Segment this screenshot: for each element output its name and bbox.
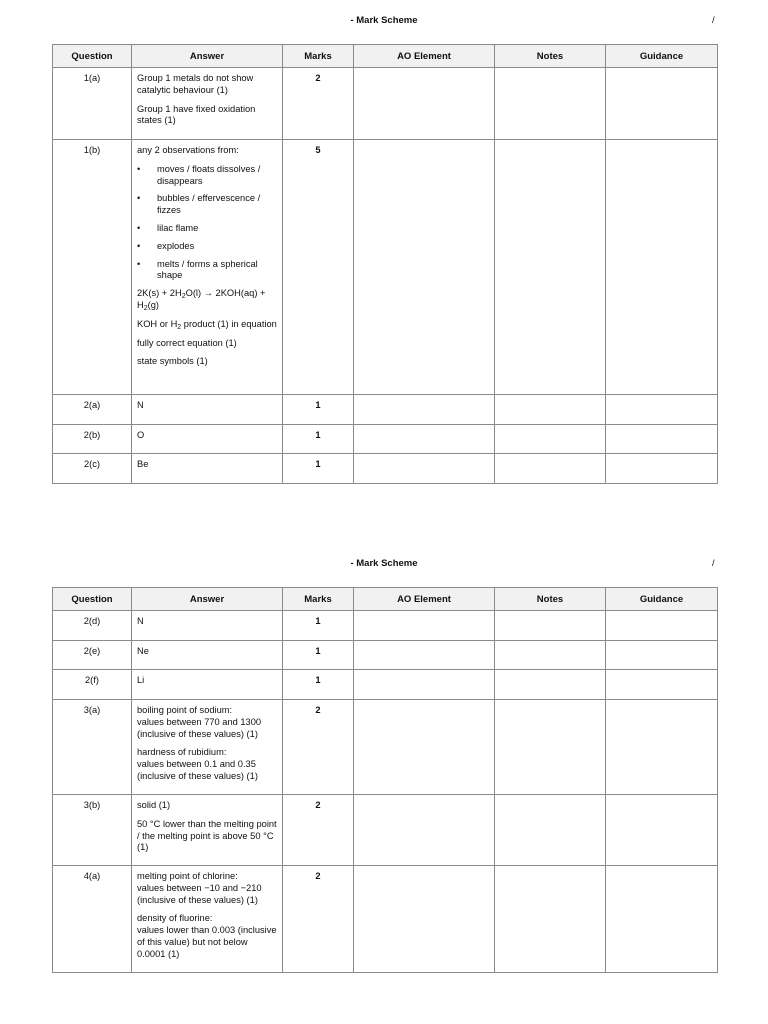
guidance-cell	[606, 866, 718, 973]
page-header	[0, 15, 768, 29]
column-header-answer: Answer	[132, 45, 283, 68]
column-header-notes: Notes	[495, 45, 606, 68]
marks-value: 2	[283, 795, 354, 866]
notes-cell	[495, 395, 606, 425]
guidance-cell	[606, 670, 718, 700]
notes-cell	[495, 795, 606, 866]
answer-subscript: 2	[177, 323, 182, 331]
ao-element-cell	[354, 425, 495, 454]
ao-element-cell	[354, 866, 495, 973]
notes-cell	[495, 670, 606, 700]
table-row	[53, 641, 718, 670]
guidance-cell	[606, 140, 718, 395]
answer-line: any 2 observations from:	[137, 145, 239, 155]
equation-part: (g)	[147, 299, 159, 310]
ao-element-cell	[354, 700, 495, 795]
answer-cell	[132, 140, 283, 395]
bullet-icon: •	[137, 240, 141, 251]
table-row	[53, 68, 718, 140]
column-header-ao-element: AO Element	[354, 45, 495, 68]
mark-scheme-table	[52, 44, 718, 484]
notes-cell	[495, 140, 606, 395]
column-header-marks: Marks	[283, 588, 354, 611]
notes-cell	[495, 641, 606, 670]
notes-cell	[495, 68, 606, 140]
answer-line: boiling point of sodium: values between 770 and 1300 (inclusive of these values) (1)	[137, 705, 262, 739]
column-header-notes: Notes	[495, 588, 606, 611]
answer-line: Li	[137, 675, 145, 685]
table-row	[53, 700, 718, 795]
ao-element-cell	[354, 140, 495, 395]
answer-line: state symbols (1)	[137, 356, 208, 367]
guidance-cell	[606, 395, 718, 425]
answer-line: 50 °C lower than the melting point / the melting point is above 50 °C (1)	[137, 818, 277, 853]
guidance-cell	[606, 425, 718, 454]
guidance-cell	[606, 68, 718, 140]
column-header-ao-element: AO Element	[354, 588, 495, 611]
page-header	[0, 558, 768, 572]
notes-cell	[495, 700, 606, 795]
answer-cell	[132, 670, 283, 700]
column-header-question: Question	[53, 588, 132, 611]
marks-value: 2	[283, 700, 354, 795]
guidance-cell	[606, 611, 718, 641]
marks-value: 2	[283, 866, 354, 973]
table-row	[53, 795, 718, 866]
answer-line: Ne	[137, 646, 149, 656]
answer-line: solid (1)	[137, 800, 171, 810]
table-header-row	[53, 45, 718, 68]
ao-element-cell	[354, 68, 495, 140]
question-number: 2(e)	[53, 641, 132, 670]
guidance-cell	[606, 700, 718, 795]
table-header-row	[53, 588, 718, 611]
marks-value: 2	[283, 68, 354, 140]
equation-subscript: 2	[181, 293, 186, 301]
marks-value: 1	[283, 454, 354, 484]
question-number: 2(a)	[53, 395, 132, 425]
notes-cell	[495, 425, 606, 454]
question-number: 2(d)	[53, 611, 132, 641]
chemical-equation	[137, 288, 277, 312]
bullet-item	[137, 241, 277, 253]
question-number: 4(a)	[53, 866, 132, 973]
answer-cell	[132, 866, 283, 973]
answer-part: KOH or H	[137, 318, 178, 329]
table-row	[53, 866, 718, 973]
bullet-text: moves / floats dissolves / disappears	[157, 163, 261, 186]
answer-cell	[132, 641, 283, 670]
ao-element-cell	[354, 795, 495, 866]
bullet-icon: •	[137, 222, 141, 233]
notes-cell	[495, 866, 606, 973]
answer-part: product (1) in equation	[181, 318, 277, 329]
ao-element-cell	[354, 611, 495, 641]
guidance-cell	[606, 641, 718, 670]
table-row	[53, 454, 718, 484]
answer-line: Group 1 metals do not show catalytic behaviour (1)	[137, 73, 254, 95]
bullet-text: explodes	[157, 240, 195, 251]
ao-element-cell	[354, 641, 495, 670]
marks-value: 1	[283, 395, 354, 425]
table-row	[53, 425, 718, 454]
question-number: 2(b)	[53, 425, 132, 454]
answer-cell	[132, 795, 283, 866]
question-number: 2(f)	[53, 670, 132, 700]
bullet-icon: •	[137, 258, 141, 269]
answer-cell	[132, 454, 283, 484]
equation-part: 2K(s) + 2H	[137, 288, 182, 299]
guidance-cell	[606, 795, 718, 866]
answer-cell	[132, 395, 283, 425]
bullet-text: lilac flame	[157, 222, 199, 233]
bullet-text: bubbles / effervescence / fizzes	[157, 193, 261, 216]
bullet-icon: •	[137, 193, 141, 204]
answer-line: O	[137, 430, 145, 440]
table-row	[53, 670, 718, 700]
page-header-slash: /	[712, 558, 715, 569]
answer-line: hardness of rubidium: values between 0.1 and 0.35 (inclusive of these values) (1)	[137, 747, 258, 781]
answer-cell	[132, 700, 283, 795]
column-header-guidance: Guidance	[606, 45, 718, 68]
bullet-item	[137, 193, 277, 217]
answer-line: fully correct equation (1)	[137, 337, 237, 348]
marks-value: 1	[283, 670, 354, 700]
guidance-cell	[606, 454, 718, 484]
answer-line: N	[137, 400, 144, 410]
bullet-icon: •	[137, 163, 141, 174]
answer-line: Group 1 have fixed oxidation states (1)	[137, 103, 256, 126]
equation-part: O(l) → 2KOH(aq) + H	[137, 288, 266, 310]
ao-element-cell	[354, 454, 495, 484]
column-header-marks: Marks	[283, 45, 354, 68]
answer-cell	[132, 425, 283, 454]
answer-line	[137, 319, 277, 331]
mark-scheme-table	[52, 587, 718, 973]
equation-subscript: 2	[143, 304, 148, 312]
answer-line: Be	[137, 459, 149, 469]
marks-value: 5	[283, 140, 354, 395]
notes-cell	[495, 454, 606, 484]
question-number: 1(a)	[53, 68, 132, 140]
marks-value: 1	[283, 425, 354, 454]
page-header-slash: /	[712, 15, 715, 26]
bullet-item	[137, 259, 277, 283]
column-header-answer: Answer	[132, 588, 283, 611]
marks-value: 1	[283, 641, 354, 670]
answer-line: density of fluorine: values lower than 0.003 (inclusive of this value) but not below 0.0001 (1)	[137, 913, 277, 959]
question-number: 2(c)	[53, 454, 132, 484]
marks-value: 1	[283, 611, 354, 641]
table-row	[53, 395, 718, 425]
ao-element-cell	[354, 395, 495, 425]
answer-line: N	[137, 616, 144, 626]
answer-line: melting point of chlorine: values between −10 and −210 (inclusive of these values) (1)	[137, 871, 262, 905]
table-row	[53, 140, 718, 395]
bullet-item	[137, 223, 277, 235]
bullet-item	[137, 164, 277, 188]
question-number: 3(a)	[53, 700, 132, 795]
bullet-text: melts / forms a spherical shape	[157, 258, 258, 281]
page-title: - Mark Scheme	[350, 15, 418, 26]
question-number: 1(b)	[53, 140, 132, 395]
notes-cell	[495, 611, 606, 641]
page-title: - Mark Scheme	[350, 558, 418, 569]
question-number: 3(b)	[53, 795, 132, 866]
column-header-question: Question	[53, 45, 132, 68]
column-header-guidance: Guidance	[606, 588, 718, 611]
answer-cell	[132, 611, 283, 641]
ao-element-cell	[354, 670, 495, 700]
table-row	[53, 611, 718, 641]
answer-cell	[132, 68, 283, 140]
